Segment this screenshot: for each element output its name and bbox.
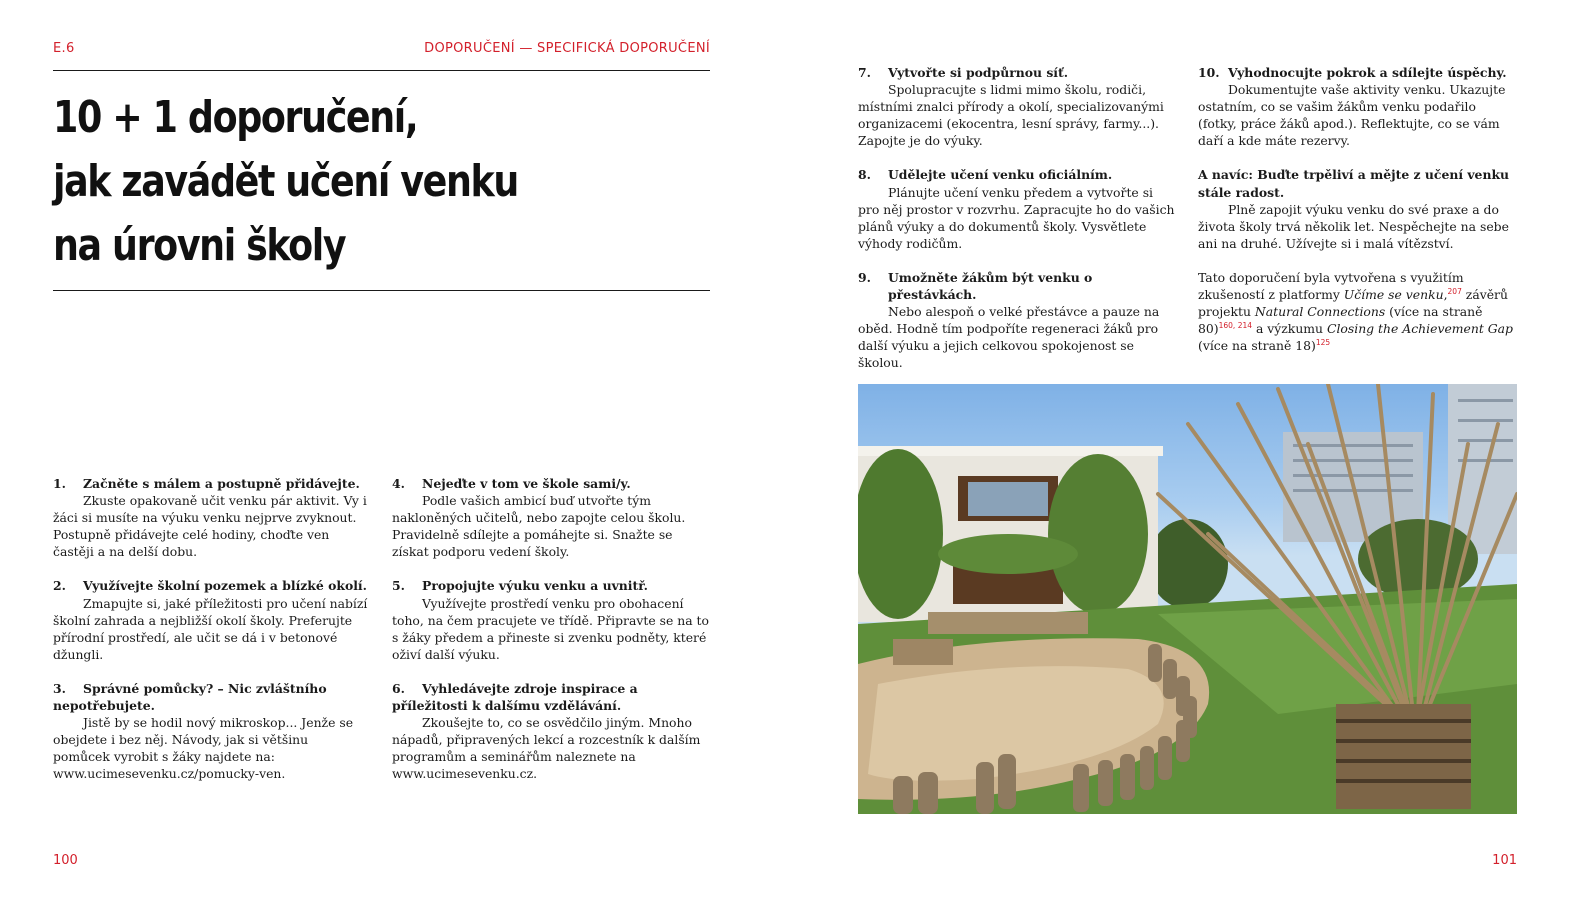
item-number: 8.	[858, 167, 871, 183]
item-heading: Vyhodnocujte pokrok a sdílejte úspěchy.	[1228, 65, 1507, 80]
item-body: Zkoušejte to, co se osvědčilo jiným. Mnoho nápadů, připravených lekcí a rozcestník k dalším programům a seminářům naleznete na www.ucimesevenku.cz.	[392, 715, 701, 782]
extra-heading: A navíc: Buďte trpěliví a mějte z učení venku stále radost.	[1198, 167, 1510, 200]
extra-body: Plně zapojit výuku venku do své praxe a do života školy trvá několik let. Nespěchejte na sebe ani na druhé. Užívejte si i malá vítězství.	[1198, 201, 1509, 251]
source-note: Tato doporučení byla vytvořena s využitím zkušeností z platformy Učíme se venku,$^{207}$ závěrů projektu Natural Connections (více na straně 80)$^{160, 214}$ a výzkumu Closing the Achievement Gap (více na straně 18)$^{125}$	[1198, 269, 1513, 354]
list-item	[1198, 64, 1516, 149]
item-heading: Umožněte žákům být venku o přestávkách.	[888, 269, 1093, 303]
list-item	[392, 475, 712, 560]
column-1	[53, 475, 368, 800]
title-rule	[53, 290, 710, 291]
item-number: 2.	[53, 578, 66, 594]
item-number: 7.	[858, 65, 871, 80]
item-heading: Správné pomůcky? – Nic zvláštního nepotřebujete.	[53, 680, 327, 714]
reference-mark: 207	[1447, 286, 1462, 296]
item-number: 5.	[392, 578, 405, 594]
page-title	[53, 86, 660, 278]
title-line-3: na úrovni školy	[53, 220, 346, 271]
item-heading: Propojujte výuku venku a uvnitř.	[422, 578, 648, 594]
item-body: Zmapujte si, jaké příležitosti pro učení nabízí školní zahrada a nejbližší okolí školy. Preferujte přírodní prostředí, ale učit se dá i v betonové džungli.	[53, 595, 368, 662]
title-line-2: jak zavádět učení venku	[53, 156, 518, 207]
header-section: E.6	[53, 41, 75, 56]
column-3	[858, 64, 1176, 389]
list-item	[53, 680, 368, 783]
item-body: Nebo alespoň o velké přestávce a pauze na oběd. Hodně tím podpoříte regeneraci žáků pro další výuku a jejich celkovou spokojenost se školou.	[858, 304, 1160, 371]
item-heading: Nejeďte v tom ve škole sami/y.	[422, 476, 631, 491]
reference-mark: 160, 214	[1218, 321, 1253, 331]
column-2	[392, 475, 712, 800]
item-heading: Udělejte učení venku oficiálním.	[888, 167, 1113, 183]
item-body: Spolupracujte s lidmi mimo školu, rodiči, místními znalci přírody a okolí, specializovanými organizacemi (ekocentra, lesní správy, farmy...). Zapojte je do výuky.	[858, 82, 1164, 149]
list-item	[858, 269, 1176, 372]
item-heading: Vyhledávejte zdroje inspirace a příležitosti k dalšímu vzdělávání.	[392, 680, 638, 714]
title-line-1: 10 + 1 doporučení,	[53, 92, 418, 143]
reference-mark: 125	[1315, 338, 1331, 348]
item-body: Jistě by se hodil nový mikroskop... Jenže se obejdete i bez něj. Návody, jak si většinu pomůcek vyrobit s žáky najdete na: www.ucimesevenku.cz/pomucky-ven.	[53, 715, 354, 782]
item-body: Dokumentujte vaše aktivity venku. Ukazujte ostatním, co se vašim žákům venku podařilo (fotky, práce žáků apod.). Reflektujte, co se vám daří a kde máte rezervy.	[1198, 82, 1506, 149]
item-body: Podle vašich ambicí buď utvořte tým nakloněných učitelů, nebo zapojte celou školu. Pravidelně sdílejte a pomáhejte si. Snažte se získat podporu vedení školy.	[392, 493, 686, 560]
research-name: Closing the Achievement Gap	[1326, 321, 1513, 337]
photo-illustration	[858, 384, 1517, 814]
school-garden-photo	[858, 384, 1517, 814]
item-heading: Využívejte školní pozemek a blízké okolí.	[83, 578, 367, 594]
list-item	[53, 475, 368, 560]
page-number-right: 101	[1492, 853, 1517, 868]
extra-item	[1198, 166, 1516, 251]
header-chapter: DOPORUČENÍ — SPECIFICKÁ DOPORUČENÍ	[424, 41, 710, 56]
item-body: Plánujte učení venku předem a vytvořte si pro něj prostor v rozvrhu. Zapracujte ho do vašich plánů výuky a do dokumentů školy. Vysvětlete výhody rodičům.	[858, 184, 1175, 251]
item-number: 1.	[53, 476, 66, 491]
platform-name: Učíme se venku	[1343, 287, 1444, 303]
header-rule	[53, 70, 710, 71]
item-number: 9.	[858, 269, 871, 285]
item-heading: Vytvořte si podpůrnou síť.	[888, 65, 1069, 80]
item-body: Zkuste opakovaně učit venku pár aktivit. Vy i žáci si musíte na výuku venku nejprve zvyknout. Postupně přidávejte celé hodiny, choďte ven častěji a na delší dobu.	[53, 493, 367, 560]
page-number-left: 100	[53, 853, 78, 868]
item-number: 6.	[392, 680, 405, 696]
project-name: Natural Connections	[1254, 304, 1386, 320]
item-body: Využívejte prostředí venku pro obohacení toho, na čem pracujete ve třídě. Připravte se na to s žáky předem a přineste si zvenku podněty, které oživí další výuku.	[392, 595, 709, 662]
item-number: 4.	[392, 476, 405, 491]
list-item	[392, 577, 712, 662]
list-item	[392, 680, 712, 783]
list-item	[858, 166, 1176, 251]
item-number: 3.	[53, 680, 66, 696]
item-number: 10.	[1198, 65, 1220, 80]
list-item	[858, 64, 1176, 149]
item-heading: Začněte s málem a postupně přidávejte.	[83, 476, 360, 491]
list-item	[53, 577, 368, 662]
column-4	[1198, 64, 1516, 354]
